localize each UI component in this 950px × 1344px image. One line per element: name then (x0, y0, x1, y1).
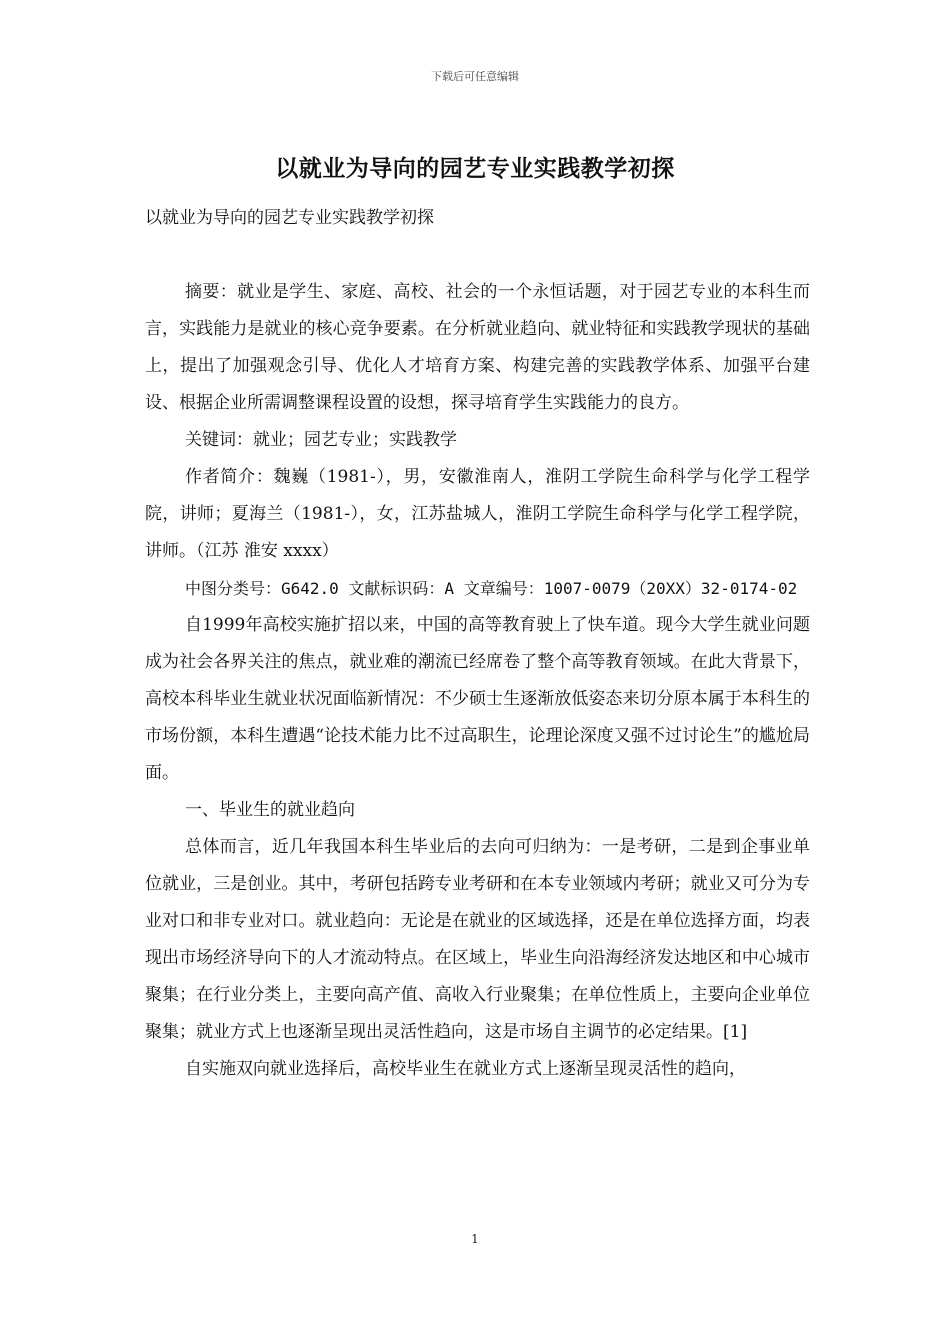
author-paragraph: 作者简介：魏巍（1981-），男，安徽淮南人，淮阴工学院生命科学与化学工程学院，讲师；夏海兰（1981-），女，江苏盐城人，淮阴工学院生命科学与化学工程学院，讲师。（江苏 淮安 xxxx） (145, 467, 810, 561)
continued-paragraph: 自实施双向就业选择后，高校毕业生在就业方式上逐渐呈现灵活性的趋向， (185, 1059, 746, 1079)
intro-paragraph: 自1999年高校实施扩招以来，中国的高等教育驶上了快车道。现今大学生就业问题成为社会各界关注的焦点，就业难的潮流已经席卷了整个高等教育领域。在此大背景下，高校本科毕业生就业状况面临新情况：不少硕士生逐渐放低姿态来切分原本属于本科生的市场份额，本科生遭遇“论技术能力比不过高职生，论理论深度又强不过讨论生”的尴尬局面。 (145, 615, 810, 783)
page-number: 1 (471, 1232, 479, 1246)
document-title: 以就业为导向的园艺专业实践教学初探 (275, 155, 675, 182)
page-header: 下载后可任意编辑 (431, 70, 519, 83)
abstract-paragraph: 摘要：就业是学生、家庭、高校、社会的一个永恒话题，对于园艺专业的本科生而言，实践能力是就业的核心竞争要素。在分析就业趋向、就业特征和实践教学现状的基础上，提出了加强观念引导、优化人才培育方案、构建完善的实践教学体系、加强平台建设、根据企业所需调整课程设置的设想，探寻培育学生实践能力的良方。 (145, 282, 810, 413)
section-heading: 一、毕业生的就业趋向 (185, 800, 355, 820)
classification-paragraph: 中图分类号：G642.0 文献标识码：A 文章编号：1007-0079（20XX）32-0174-02 (185, 579, 798, 598)
keywords-paragraph: 关键词：就业；园艺专业；实践教学 (185, 430, 457, 450)
trend-paragraph: 总体而言，近几年我国本科生毕业后的去向可归纳为：一是考研，二是到企事业单位就业，三是创业。其中，考研包括跨专业考研和在本专业领域内考研；就业又可分为专业对口和非专业对口。就业趋向：无论是在就业的区域选择，还是在单位选择方面，均表现出市场经济导向下的人才流动特点。在区域上，毕业生向沿海经济发达地区和中心城市聚集；在行业分类上，主要向高产值、高收入行业聚集；在单位性质上，主要向企业单位聚集；就业方式上也逐渐呈现出灵活性趋向，这是市场自主调节的必定结果。[1] (145, 837, 810, 1042)
subtitle-line: 以就业为导向的园艺专业实践教学初探 (145, 208, 434, 228)
document-body (145, 200, 810, 1088)
spacer (145, 237, 810, 274)
